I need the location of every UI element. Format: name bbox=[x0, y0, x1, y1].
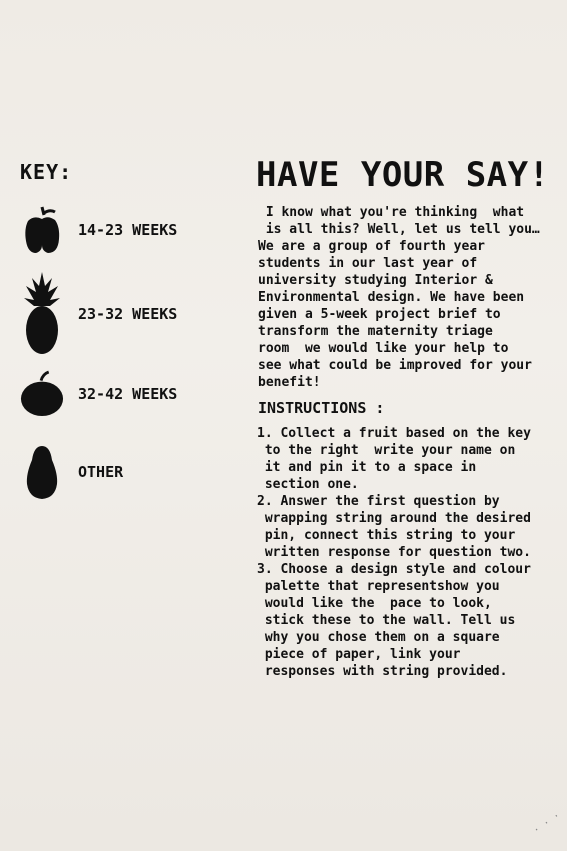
key-item-other bbox=[20, 444, 123, 500]
page-title: HAVE YOUR SAY! bbox=[256, 155, 550, 195]
pepper-icon bbox=[20, 205, 64, 255]
instruction-step: 2. Answer the first question by wrapping string around the desired pin, connect this string to your written response for question two. bbox=[257, 494, 531, 560]
instructions-list bbox=[257, 425, 565, 680]
key-item-label: 32-42 WEEKS bbox=[78, 385, 178, 403]
key-item-label: OTHER bbox=[78, 463, 124, 481]
key-item-23-32-weeks bbox=[20, 272, 177, 356]
key-title: KEY: bbox=[20, 160, 73, 184]
instructions-heading: INSTRUCTIONS : bbox=[258, 399, 385, 417]
pumpkin-icon bbox=[20, 370, 64, 418]
avocado-icon bbox=[20, 444, 64, 500]
key-item-32-42-weeks bbox=[20, 370, 177, 418]
instruction-step: 3. Choose a design style and colour palette that representshow you would like the pace to look, stick these to the wall. Tell us why you chose them on a square piece of paper, link your responses with string provided. bbox=[257, 562, 531, 679]
corner-mark: · · · bbox=[531, 810, 563, 837]
key-item-label: 23-32 WEEKS bbox=[78, 305, 178, 323]
instruction-step: 1. Collect a fruit based on the key to the right write your name on it and pin it to a space in section one. bbox=[257, 426, 531, 492]
pineapple-icon bbox=[20, 272, 64, 356]
key-item-14-23-weeks bbox=[20, 205, 177, 255]
intro-paragraph: I know what you're thinking what is all this? Well, let us tell you… We are a group of fourth year students in our last year of university studying Interior & Environmental design. We have been given a 5-week project brief to transform the maternity triage room we would like your help to see what could be improved for your benefit! bbox=[258, 205, 540, 390]
key-item-label: 14-23 WEEKS bbox=[78, 221, 178, 239]
